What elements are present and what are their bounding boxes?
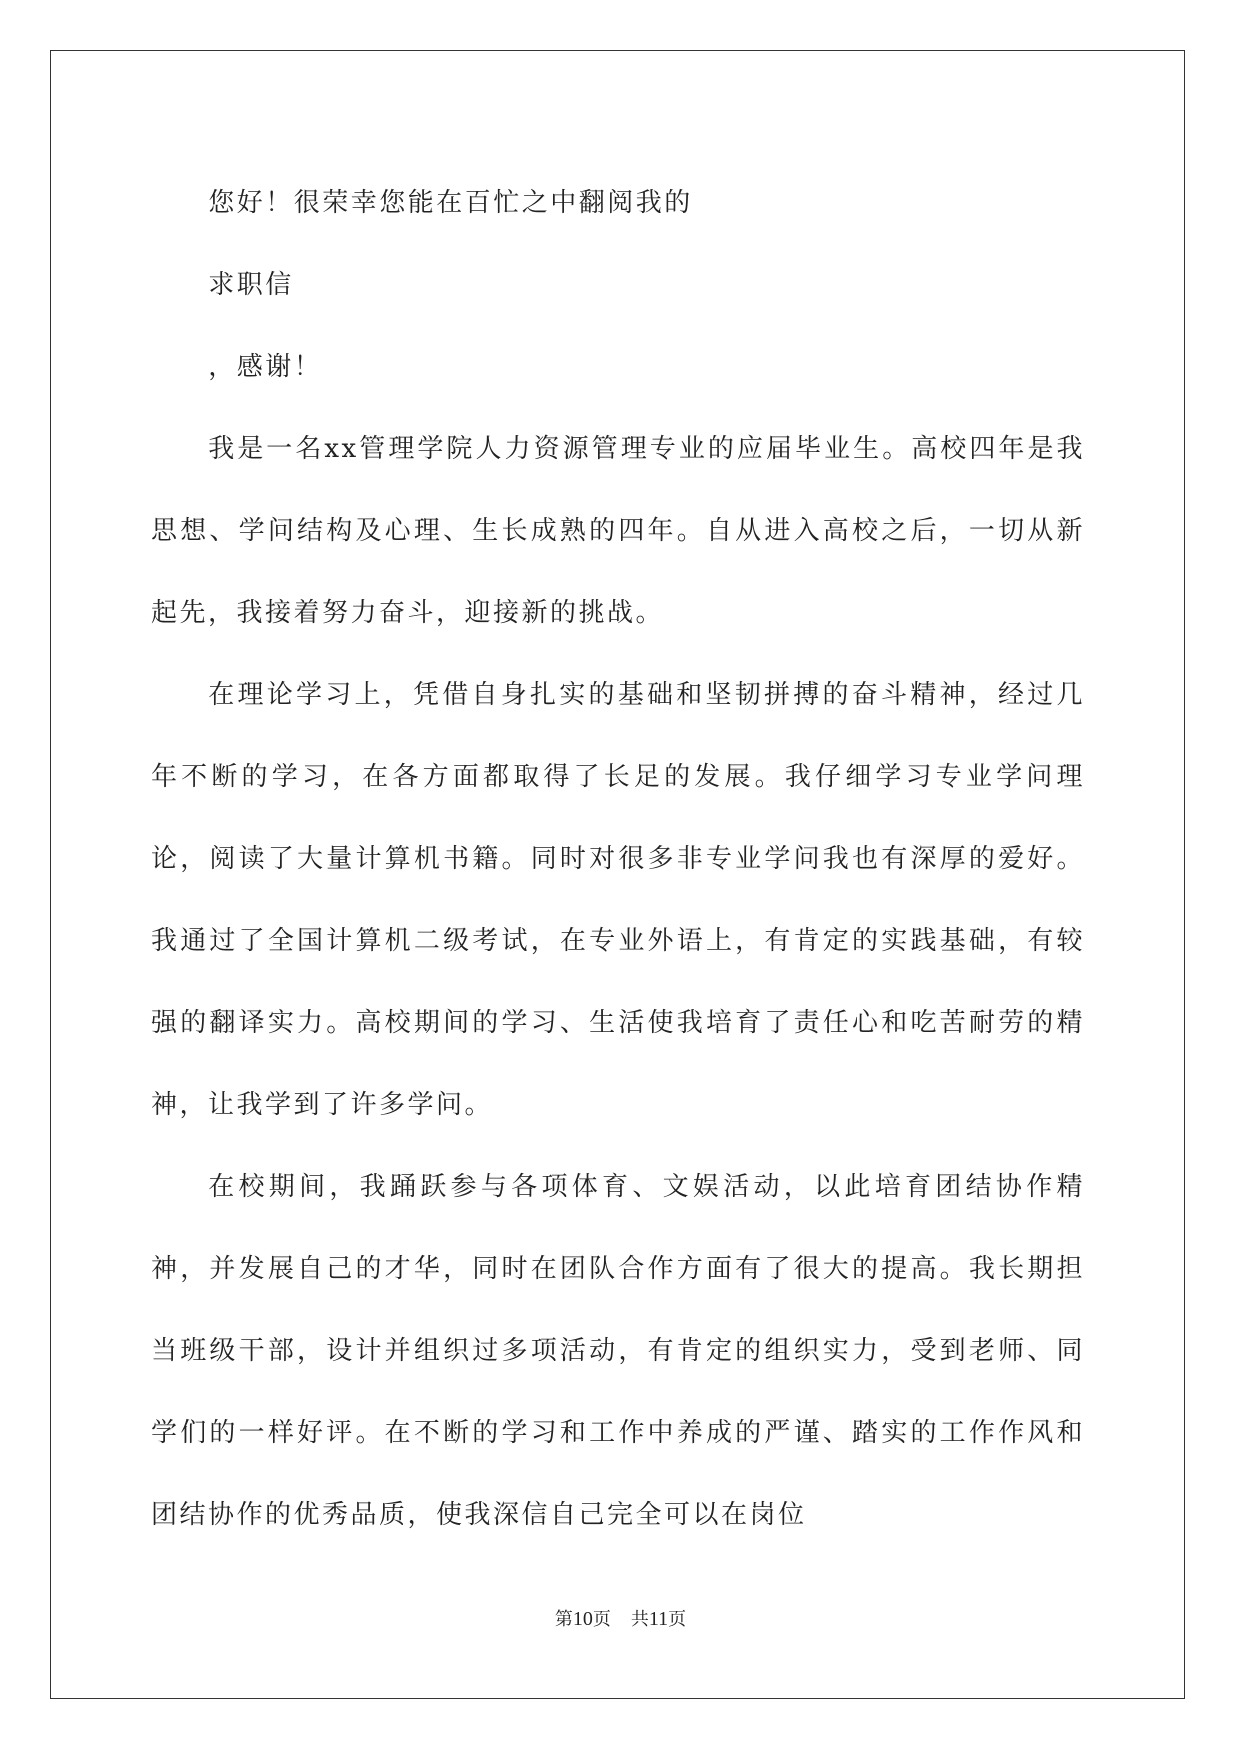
- page-suffix: 页: [592, 1609, 611, 1630]
- page-footer: [0, 1605, 1241, 1631]
- current-page-number: 10: [572, 1608, 593, 1630]
- paragraph-thanks: ，感谢！: [208, 352, 323, 382]
- letter-body: [151, 162, 1085, 1556]
- paragraph-theory-study: 在理论学习上，凭借自身扎实的基础和坚韧拼搏的奋斗精神，经过几年不断的学习，在各方面都取得了长足的发展。我仔细学习专业学问理论，阅读了大量计算机书籍。同时对很多非专业学问我也有深厚的爱好。我通过了全国计算机二级考试，在专业外语上，有肯定的实践基础，有较强的翻译实力。高校期间的学习、生活使我培育了责任心和吃苦耐劳的精神，让我学到了许多学问。: [151, 680, 1085, 1120]
- page-prefix: 第: [554, 1609, 573, 1630]
- paragraph-introduction: 我是一名xx管理学院人力资源管理专业的应届毕业生。高校四年是我思想、学问结构及心理、生长成熟的四年。自从进入高校之后，一切从新起先，我接着努力奋斗，迎接新的挑战。: [151, 434, 1085, 628]
- total-page-number: 11: [648, 1608, 669, 1630]
- paragraph-campus-activities: 在校期间，我踊跃参与各项体育、文娱活动，以此培育团结协作精神，并发展自己的才华，同时在团队合作方面有了很大的提高。我长期担当班级干部，设计并组织过多项活动，有肯定的组织实力，受到老师、同学们的一样好评。在不断的学习和工作中养成的严谨、踏实的工作作风和团结协作的优秀品质，使我深信自己完全可以在岗位: [151, 1172, 1085, 1530]
- paragraph-title-fragment: 求职信: [208, 270, 294, 300]
- paragraph-greeting: 您好！很荣幸您能在百忙之中翻阅我的: [208, 188, 693, 218]
- total-prefix: 共: [630, 1609, 649, 1630]
- total-suffix: 页: [668, 1609, 687, 1630]
